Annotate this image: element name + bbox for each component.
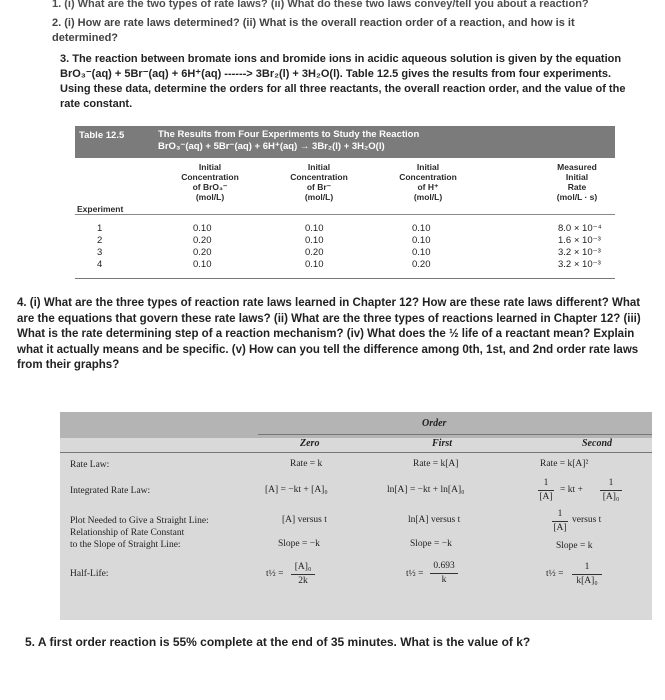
col-header-br-l3: of Br⁻ <box>306 182 332 192</box>
table-title-line-2: BrO₃⁻(aq) + 5Br⁻(aq) + 6H⁺(aq) → 3Br₂(l) + 3H₂O(l) <box>158 141 385 152</box>
second-half-life-bar <box>572 574 602 575</box>
first-half-life-prefix: t½ = <box>406 569 424 579</box>
second-int-lhs-den: [A] <box>539 492 553 502</box>
row-3-h: 0.10 <box>412 247 431 258</box>
question-4: 4. (i) What are the three types of reaction rate laws learned in Chapter 12? How are these rate laws different? What are the equations that govern these rate laws? (ii) What are the three types of reactions learned in Chapter 12? (iii) What is the rate determining step of a reaction mechanism? (iv) What does the ½ life of a reactant mean? Explain what it actually means and be specific. (v) How can you tell the difference among 0th, 1st, and 2nd order rate laws from their graphs? <box>17 297 641 371</box>
second-half-life-prefix: t½ = <box>546 569 564 579</box>
second-int-lhs-num: 1 <box>543 478 549 488</box>
row-2-exp: 2 <box>97 235 103 246</box>
col-header-h-l1: Initial <box>416 162 440 172</box>
label-integrated: Integrated Rate Law: <box>70 486 151 496</box>
table-title-line-1: The Results from Four Experiments to Study the Reaction <box>158 129 420 140</box>
zero-plot: [A] versus t <box>282 515 327 525</box>
col-header-h <box>378 162 478 202</box>
col-header-h-l4: (mol/L) <box>413 192 443 202</box>
second-int-rhs-bar <box>600 490 622 491</box>
second-plot-num: 1 <box>557 509 563 519</box>
zero-slope: Slope = −k <box>278 539 320 549</box>
row-1-rate: 8.0 × 10⁻⁴ <box>558 223 602 234</box>
order-header: Order <box>422 418 447 429</box>
experiment-table <box>75 126 615 279</box>
col-header-br-l2: Concentration <box>290 172 348 182</box>
col-header-h-l2: Concentration <box>399 172 457 182</box>
col-header-rate-l4: (mol/L · s) <box>556 192 598 202</box>
label-plot-line-3: to the Slope of Straight Line: <box>70 540 181 550</box>
header-divider <box>75 214 615 215</box>
col-header-bro3-l2: Concentration <box>181 172 239 182</box>
row-2-h: 0.10 <box>412 235 431 246</box>
row-4-rate: 3.2 × 10⁻³ <box>558 259 601 270</box>
col-header-rate-l2: Initial <box>565 172 589 182</box>
col-header-br-l4: (mol/L) <box>304 192 334 202</box>
question-5: 5. A first order reaction is 55% complete at the end of 35 minutes. What is the value of k? <box>25 635 531 649</box>
rate-law-table <box>60 412 652 620</box>
row-3-bro3: 0.20 <box>193 247 212 258</box>
second-int-rhs-num: 1 <box>608 478 614 488</box>
zero-rate: Rate = k <box>290 459 323 469</box>
table-title <box>158 129 598 153</box>
label-plot-line-1: Plot Needed to Give a Straight Line: <box>70 516 209 526</box>
row-4-h: 0.20 <box>412 259 431 270</box>
row-3-rate: 3.2 × 10⁻³ <box>558 247 601 258</box>
row-4-bro3: 0.10 <box>193 259 212 270</box>
question-2-line-2: determined? <box>52 32 119 44</box>
zero-half-life-prefix: t½ = <box>266 569 284 579</box>
first-half-life-bar <box>430 573 458 574</box>
first-half-life-num: 0.693 <box>433 561 455 571</box>
col-header-h-l3: of H⁺ <box>417 182 439 192</box>
col-header-bro3 <box>165 162 255 202</box>
col-first: First <box>432 438 453 449</box>
label-half-life: Half-Life: <box>70 569 109 579</box>
second-int-rhs-den: [A]₀ <box>602 492 620 502</box>
second-plot-den: [A] <box>553 523 567 533</box>
experiment-table-header-bar <box>75 126 615 158</box>
row-2-bro3: 0.20 <box>193 235 212 246</box>
label-rate-law: Rate Law: <box>70 460 110 470</box>
first-integrated: ln[A] = −kt + ln[A]₀ <box>387 485 465 495</box>
column-header-rule <box>60 452 652 453</box>
col-header-rate-l3: Rate <box>567 182 587 192</box>
col-header-bro3-l3: of BrO₃⁻ <box>192 182 228 192</box>
question-2 <box>52 16 652 46</box>
second-slope: Slope = k <box>556 541 593 551</box>
zero-half-life-den: 2k <box>298 576 308 586</box>
col-header-br-l1: Initial <box>307 162 331 172</box>
label-plot-line-2: Relationship of Rate Constant <box>70 528 185 538</box>
col-header-rate <box>541 162 613 202</box>
second-int-mid: = kt + <box>560 485 583 495</box>
col-header-br <box>269 162 369 202</box>
label-plot <box>70 515 209 551</box>
second-int-lhs-bar <box>538 490 554 491</box>
row-4-br: 0.10 <box>305 259 324 270</box>
first-plot: ln[A] versus t <box>408 515 461 525</box>
second-rate: Rate = k[A]² <box>540 459 589 469</box>
row-4-exp: 4 <box>97 259 103 270</box>
table-number: Table 12.5 <box>79 130 125 141</box>
second-plot-suffix: versus t <box>572 515 602 525</box>
row-2-rate: 1.6 × 10⁻³ <box>558 235 601 246</box>
col-second: Second <box>582 438 612 449</box>
second-half-life-num: 1 <box>584 562 590 572</box>
first-rate: Rate = k[A] <box>413 459 459 469</box>
first-half-life-den: k <box>441 575 447 585</box>
second-half-life-den: k[A]₀ <box>576 576 598 586</box>
row-1-br: 0.10 <box>305 223 324 234</box>
col-header-bro3-l4: (mol/L) <box>195 192 225 202</box>
row-3-br: 0.20 <box>305 247 324 258</box>
first-slope: Slope = −k <box>410 539 452 549</box>
col-header-rate-l1: Measured <box>557 162 597 172</box>
zero-half-life-bar <box>291 574 315 575</box>
second-plot-bar <box>552 521 568 522</box>
col-header-bro3-l1: Initial <box>198 162 222 172</box>
row-1-h: 0.10 <box>412 223 431 234</box>
row-1-exp: 1 <box>97 223 103 234</box>
zero-half-life-num: [A]₀ <box>294 562 312 572</box>
row-2-br: 0.10 <box>305 235 324 246</box>
question-3: 3. The reaction between bromate ions and bromide ions in acidic aqueous solution is given by the equation BrO₃⁻(aq) + 5Br⁻(aq) + 6H⁺(aq) ------> 3Br₂(l) + 3H₂O(l). Table 12.5 gives the results from four experiments. Using these data, determine the orders for all three reactants, the overall reaction order, and the value of the rate constant. <box>60 53 626 110</box>
col-zero: Zero <box>300 438 320 449</box>
question-1: 1. (i) What are the two types of rate laws? (ii) What do these two laws convey/tell you about a reaction? <box>52 0 589 10</box>
order-rule <box>258 434 652 435</box>
row-3-exp: 3 <box>97 247 103 258</box>
col-header-experiment: Experiment <box>77 204 124 214</box>
row-1-bro3: 0.10 <box>193 223 212 234</box>
zero-integrated: [A] = −kt + [A]₀ <box>265 485 328 495</box>
question-2-line-1: 2. (i) How are rate laws determined? (ii) What is the overall reaction order of a reaction, and how is it <box>52 17 575 29</box>
